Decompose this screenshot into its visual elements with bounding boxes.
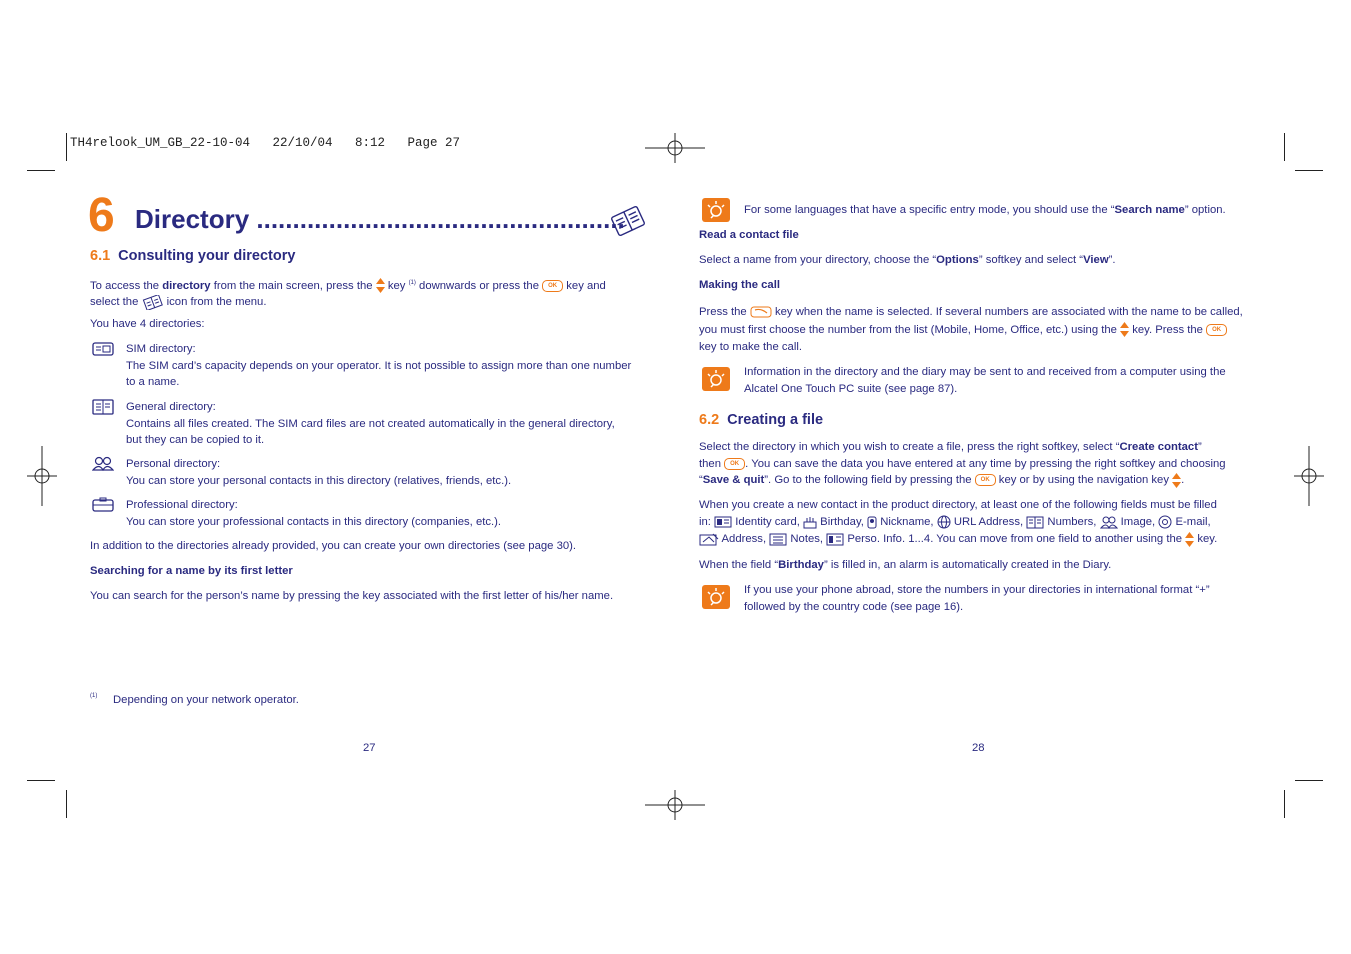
birthday-cake-icon bbox=[803, 516, 817, 529]
crop-mark bbox=[1284, 790, 1285, 818]
navigation-key-icon bbox=[376, 278, 385, 293]
list-item-sim-directory: SIM directory: The SIM card’s capacity depends on your operator. It is not possible to assign more than one number to a name. bbox=[126, 343, 632, 388]
paragraph-create-file: Select the directory in which you wish to create a file, press the right softkey, select “Create contact” then OK . You can save the data you have entered at any time by pressing the right softkey and choosing “Save & quit”. Go to the following field by pressing the OK key or by using the navigation key . bbox=[699, 441, 1226, 486]
directory-menu-icon bbox=[142, 295, 164, 310]
address-icon bbox=[699, 533, 719, 546]
perso-info-icon bbox=[826, 533, 844, 546]
nickname-icon bbox=[867, 516, 877, 529]
url-globe-icon bbox=[937, 515, 951, 529]
email-at-icon bbox=[1158, 515, 1172, 529]
navigation-key-icon bbox=[1120, 322, 1129, 337]
registration-mark-icon bbox=[1294, 446, 1324, 506]
footnote-mark: (1) bbox=[90, 693, 98, 699]
personal-directory-icon bbox=[92, 456, 114, 471]
notes-icon bbox=[769, 533, 787, 546]
paragraph-search: You can search for the person’s name by pressing the key associated with the first letter of his/her name. bbox=[90, 590, 614, 602]
identity-card-icon bbox=[714, 516, 732, 528]
list-item-general-directory: General directory: Contains all files created. The SIM card files are not created automatically in the general directory, but they can be copied to it. bbox=[126, 401, 615, 446]
numbers-icon bbox=[1026, 516, 1044, 529]
sim-card-icon bbox=[92, 342, 114, 356]
paragraph-making-call: Press the key when the name is selected. If several numbers are associated with the name to be called, you must first choose the number from the list (Mobile, Home, Office, etc.) using the key. Press the OK key to make the call. bbox=[699, 306, 1243, 353]
page-number-left: 27 bbox=[363, 742, 376, 754]
tip-lightbulb-icon bbox=[702, 585, 730, 609]
chapter-title: Directory ................................................... bbox=[135, 204, 625, 234]
navigation-key-icon bbox=[1172, 473, 1181, 488]
directory-book-icon bbox=[608, 205, 648, 237]
paragraph-four-directories: You have 4 directories: bbox=[90, 318, 205, 330]
tip-search-name: For some languages that have a specific entry mode, you should use the “Search name” option. bbox=[744, 204, 1226, 216]
paragraph-fields: When you create a new contact in the product directory, at least one of the following fields must be filled in: Identity card, Birthday, Nickname, URL Address, Numbers, Image, E-mail, Address, Notes, Perso. Info. 1...4. You can move from one field to another using the key. bbox=[699, 499, 1218, 545]
call-key-icon bbox=[750, 306, 772, 318]
subheading-read-contact: Read a contact file bbox=[699, 229, 799, 241]
section-heading-6-2: 6.2 Creating a file bbox=[699, 412, 824, 428]
chapter-number: 6 bbox=[88, 189, 115, 242]
image-people-icon bbox=[1100, 516, 1118, 529]
footnote-text: Depending on your network operator. bbox=[113, 694, 299, 706]
navigation-key-icon bbox=[1185, 532, 1194, 547]
crop-mark bbox=[66, 133, 67, 161]
crop-mark bbox=[1295, 780, 1323, 781]
registration-mark-icon bbox=[27, 446, 57, 506]
registration-mark-icon bbox=[645, 790, 705, 820]
crop-mark bbox=[1295, 170, 1323, 171]
print-slug: TH4relook_UM_GB_22-10-04 22/10/04 8:12 Page 27 bbox=[70, 136, 461, 150]
page-number-right: 28 bbox=[972, 742, 985, 754]
professional-directory-icon bbox=[92, 497, 114, 512]
ok-key-icon: OK bbox=[724, 458, 745, 470]
crop-mark bbox=[27, 170, 55, 171]
list-item-personal-directory: Personal directory: You can store your personal contacts in this directory (relatives, friends, etc.). bbox=[126, 458, 512, 487]
subheading-making-call: Making the call bbox=[699, 279, 780, 291]
paragraph-custom-directories: In addition to the directories already provided, you can create your own directories (see page 30). bbox=[90, 540, 577, 552]
tip-international-format: If you use your phone abroad, store the numbers in your directories in international format “+” followed by the country code (see page 16). bbox=[744, 584, 1210, 613]
ok-key-icon: OK bbox=[975, 474, 996, 486]
tip-lightbulb-icon bbox=[702, 198, 730, 222]
general-directory-icon bbox=[92, 399, 114, 415]
subheading-search: Searching for a name by its first letter bbox=[90, 565, 293, 577]
list-item-professional-directory: Professional directory: You can store your professional contacts in this directory (companies, etc.). bbox=[126, 499, 502, 528]
crop-mark bbox=[66, 790, 67, 818]
paragraph-birthday: When the field “Birthday” is filled in, an alarm is automatically created in the Diary. bbox=[699, 559, 1112, 571]
ok-key-icon: OK bbox=[542, 280, 563, 292]
tip-pc-suite: Information in the directory and the diary may be sent to and received from a computer using the Alcatel One Touch PC suite (see page 87). bbox=[744, 366, 1226, 395]
crop-mark bbox=[27, 780, 55, 781]
paragraph-read-contact: Select a name from your directory, choose the “Options” softkey and select “View”. bbox=[699, 254, 1116, 266]
registration-mark-icon bbox=[645, 133, 705, 163]
section-heading-6-1: 6.1 Consulting your directory bbox=[90, 248, 296, 264]
ok-key-icon: OK bbox=[1206, 324, 1227, 336]
tip-lightbulb-icon bbox=[702, 367, 730, 391]
crop-mark bbox=[1284, 133, 1285, 161]
paragraph-access: To access the directory from the main screen, press the key $^{(1)}$ downwards or press the OK key and select the icon from the menu. bbox=[90, 279, 606, 309]
